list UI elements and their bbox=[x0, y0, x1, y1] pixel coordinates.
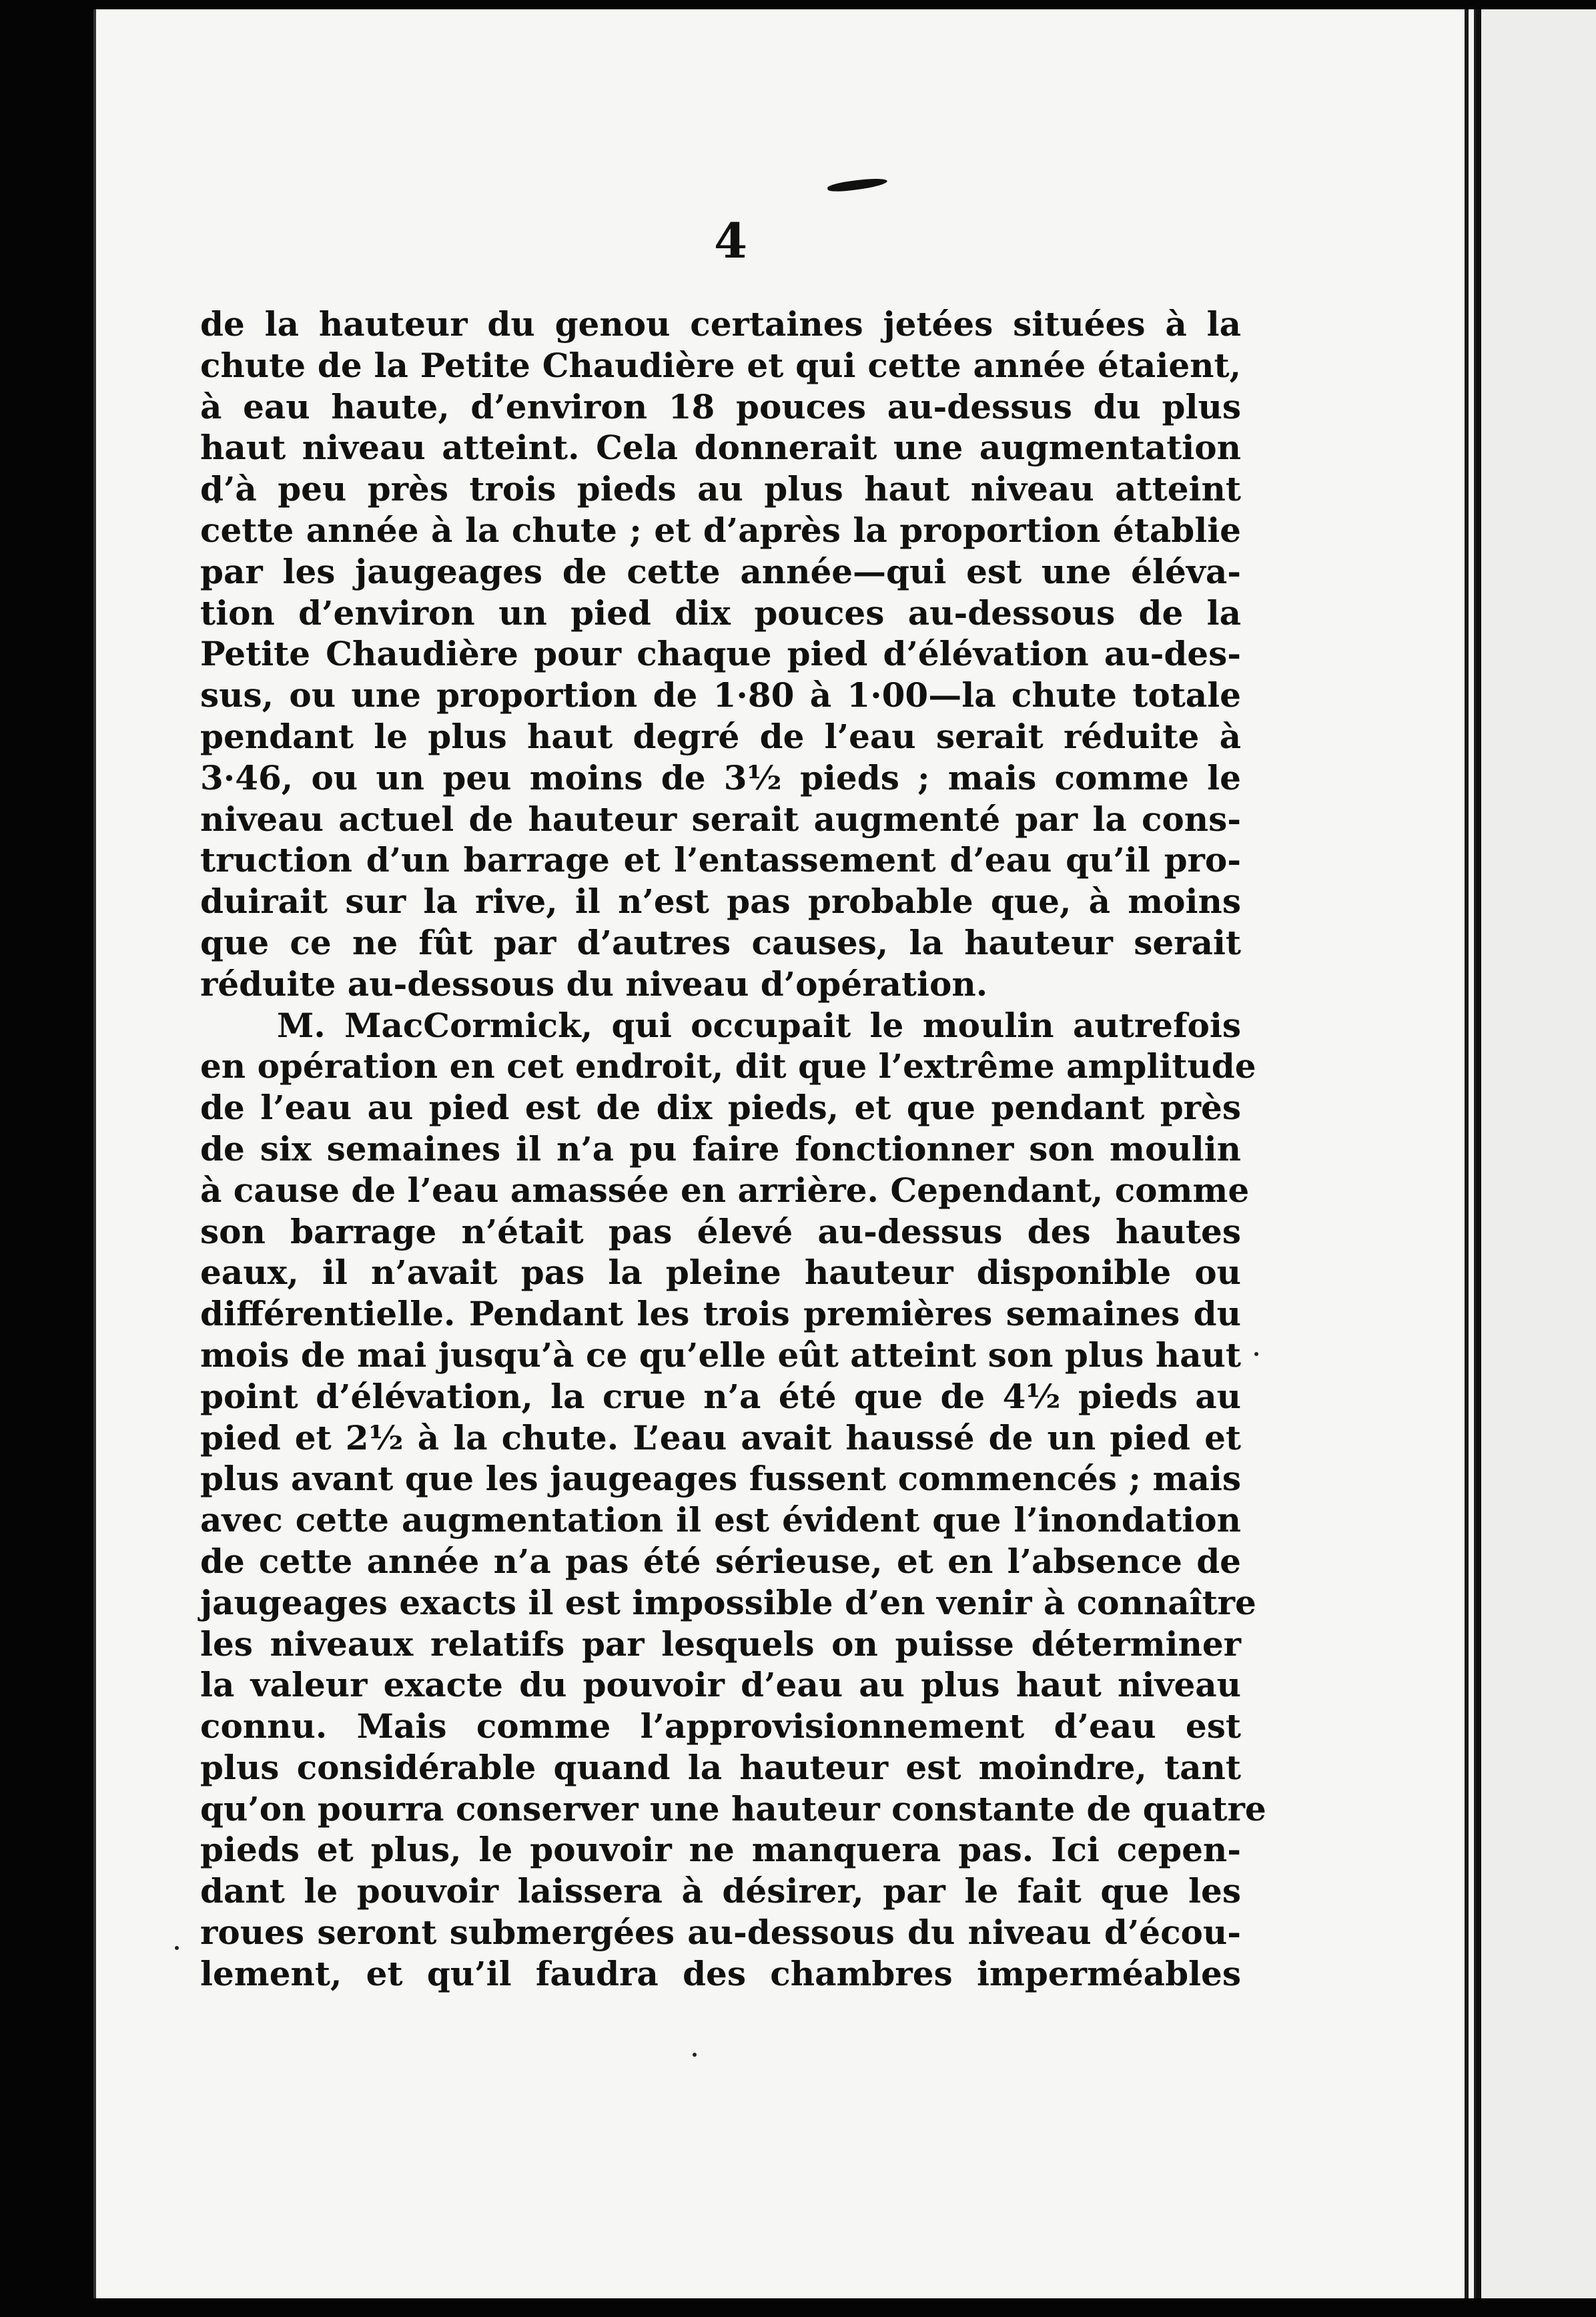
text-line: par les jaugeages de cette année—qui est une éléva- bbox=[200, 551, 1241, 591]
next-page-edge bbox=[1476, 9, 1596, 2298]
text-line: chute de la Petite Chaudière et qui cette année étaient, bbox=[200, 345, 1241, 385]
text-line: niveau actuel de hauteur serait augmenté par la cons- bbox=[200, 799, 1241, 839]
text-line: M. MacCormick, qui occupait le moulin autrefois bbox=[277, 1005, 1241, 1045]
page-fold-line bbox=[1465, 9, 1469, 2298]
text-line: 3·46, ou un peu moins de 3½ pieds ; mais comme le bbox=[200, 757, 1241, 797]
text-line: jaugeages exacts il est impossible d’en venir à connaître bbox=[200, 1582, 1256, 1622]
text-line: de la hauteur du genou certaines jetées situées à la bbox=[200, 304, 1241, 344]
text-line: qu’on pourra conserver une hauteur constante de quatre bbox=[200, 1788, 1266, 1829]
text-line: son barrage n’était pas élevé au-dessus des hautes bbox=[200, 1211, 1241, 1251]
text-line: connu. Mais comme l’approvisionnement d’eau est bbox=[200, 1706, 1241, 1746]
text-line: pied et 2½ à la chute. L’eau avait haussé de un pied et bbox=[200, 1417, 1241, 1457]
text-line: pendant le plus haut degré de l’eau serait réduite à bbox=[200, 716, 1241, 756]
text-line: la valeur exacte du pouvoir d’eau au plus haut niveau bbox=[200, 1665, 1241, 1705]
text-line: plus avant que les jaugeages fussent commencés ; mais bbox=[200, 1459, 1241, 1499]
ink-speck bbox=[1254, 1352, 1258, 1356]
text-line: à cause de l’eau amassée en arrière. Cependant, comme bbox=[200, 1170, 1250, 1210]
text-line: tion d’environ un pied dix pouces au-dessous de la bbox=[200, 593, 1241, 633]
text-line: haut niveau atteint. Cela donnerait une augmentation bbox=[200, 428, 1241, 468]
text-line: différentielle. Pendant les trois premières semaines du bbox=[200, 1294, 1241, 1334]
text-line: d’à peu près trois pieds au plus haut niveau atteint bbox=[200, 469, 1241, 509]
text-line: eaux, il n’avait pas la pleine hauteur disponible ou bbox=[200, 1253, 1241, 1293]
text-line: en opération en cet endroit, dit que l’extrême amplitude bbox=[200, 1046, 1256, 1086]
text-line: lement, et qu’il faudra des chambres imperméables bbox=[200, 1953, 1241, 1993]
text-line: à eau haute, d’environ 18 pouces au-dessus du plus bbox=[200, 386, 1241, 426]
text-line: de cette année n’a pas été sérieuse, et en l’absence de bbox=[200, 1541, 1241, 1581]
text-line: que ce ne fût par d’autres causes, la hauteur serait bbox=[200, 922, 1241, 962]
text-line: point d’élévation, la crue n’a été que de 4½ pieds au bbox=[200, 1376, 1241, 1416]
text-line: duirait sur la rive, il n’est pas probable que, à moins bbox=[200, 882, 1241, 922]
ink-speck bbox=[175, 1946, 179, 1950]
ink-speck bbox=[693, 2053, 697, 2057]
text-line: plus considérable quand la hauteur est moindre, tant bbox=[200, 1747, 1241, 1787]
text-line: truction d’un barrage et l’entassement d’eau qu’il pro- bbox=[200, 840, 1241, 880]
text-line: dant le pouvoir laissera à désirer, par le fait que les bbox=[200, 1871, 1241, 1911]
text-line: Petite Chaudière pour chaque pied d’élévation au-des- bbox=[200, 634, 1241, 674]
text-line: avec cette augmentation il est évident que l’inondation bbox=[200, 1500, 1241, 1540]
text-line: roues seront submergées au-dessous du niveau d’écou- bbox=[200, 1913, 1241, 1953]
body-text bbox=[200, 304, 1266, 1995]
text-line: de six semaines il n’a pu faire fonctionner son moulin bbox=[200, 1128, 1241, 1169]
text-line: de l’eau au pied est de dix pieds, et que pendant près bbox=[200, 1088, 1241, 1128]
page-number: 4 bbox=[713, 212, 748, 269]
text-line: les niveaux relatifs par lesquels on puisse déterminer bbox=[200, 1624, 1241, 1664]
text-line: cette année à la chute ; et d’après la proportion établie bbox=[200, 510, 1241, 550]
text-line: mois de mai jusqu’à ce qu’elle eût atteint son plus haut bbox=[200, 1335, 1241, 1375]
text-line: réduite au-dessous du niveau d’opération. bbox=[200, 964, 988, 1004]
text-line: pieds et plus, le pouvoir ne manquera pas. Ici cepen- bbox=[200, 1830, 1241, 1870]
text-line: sus, ou une proportion de 1·80 à 1·00—la chute totale bbox=[200, 675, 1241, 715]
